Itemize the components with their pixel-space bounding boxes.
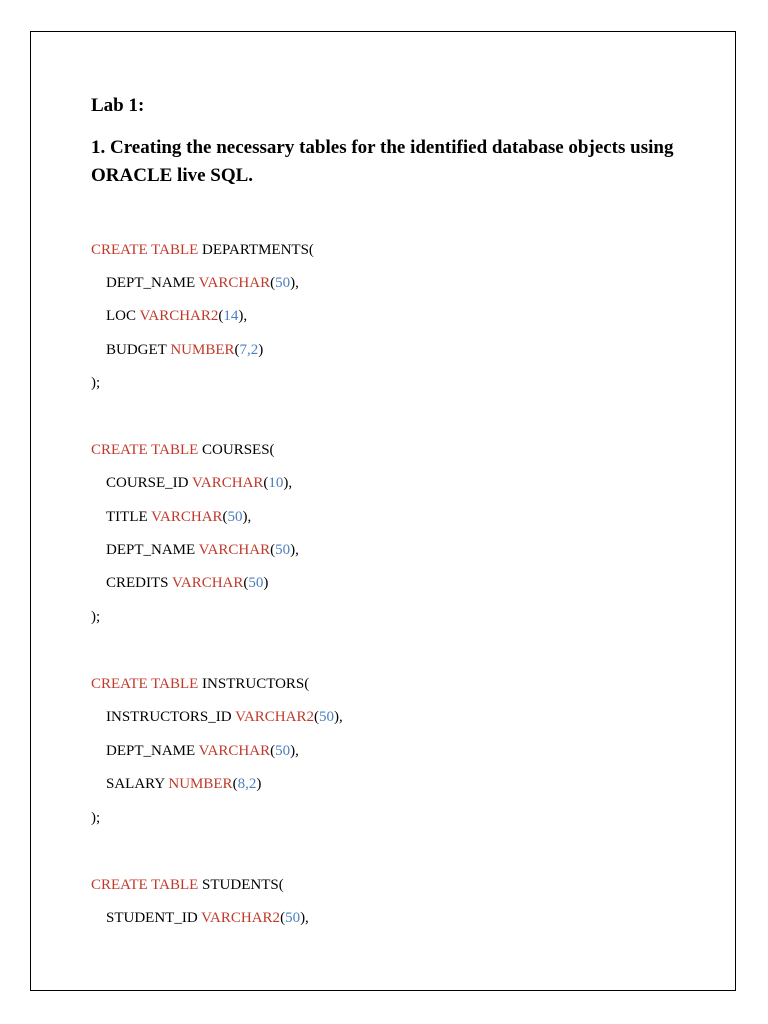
table-end-line: ); bbox=[91, 375, 101, 391]
type-arg: 50 bbox=[275, 275, 291, 291]
column-type: VARCHAR2 bbox=[139, 308, 219, 324]
column-type: VARCHAR bbox=[198, 743, 271, 759]
open-paren: ( bbox=[270, 743, 276, 759]
column-type: NUMBER bbox=[170, 342, 235, 358]
open-paren: ( bbox=[243, 575, 249, 591]
type-arg: 2 bbox=[248, 776, 257, 792]
close-paren: ), bbox=[283, 475, 293, 491]
section-heading: 1. Creating the necessary tables for the identified database objects using ORACLE live SQL. bbox=[91, 137, 674, 186]
column-name: STUDENT_ID bbox=[106, 910, 202, 926]
column-name: LOC bbox=[106, 308, 140, 324]
column-name: INSTRUCTORS_ID bbox=[106, 709, 236, 725]
arg-separator: , bbox=[245, 776, 249, 792]
column-line bbox=[106, 507, 251, 527]
column-name: SALARY bbox=[106, 776, 169, 792]
column-line bbox=[106, 774, 261, 794]
column-name: DEPT_NAME bbox=[106, 743, 199, 759]
column-type: VARCHAR bbox=[198, 542, 271, 558]
open-paren: ( bbox=[280, 910, 286, 926]
open-paren: ( bbox=[313, 709, 319, 725]
type-arg: 8 bbox=[237, 776, 246, 792]
type-arg: 50 bbox=[227, 509, 243, 525]
column-line bbox=[106, 741, 299, 761]
create-table-keyword: CREATE TABLE bbox=[91, 242, 199, 258]
close-paren: ), bbox=[333, 709, 343, 725]
column-name: COURSE_ID bbox=[106, 475, 192, 491]
type-arg: 50 bbox=[248, 575, 264, 591]
column-type: VARCHAR2 bbox=[235, 709, 314, 725]
column-line bbox=[106, 273, 299, 293]
create-table-line bbox=[91, 674, 309, 694]
create-table-line bbox=[91, 440, 275, 460]
close-paren: ) bbox=[258, 342, 264, 358]
open-paren: ( bbox=[222, 509, 228, 525]
column-type: VARCHAR bbox=[192, 475, 264, 491]
column-line bbox=[106, 908, 309, 928]
type-arg: 50 bbox=[275, 542, 291, 558]
close-paren: ) bbox=[256, 776, 262, 792]
column-name: DEPT_NAME bbox=[106, 542, 199, 558]
table-end-line: ); bbox=[91, 609, 101, 625]
column-name: BUDGET bbox=[106, 342, 171, 358]
column-line bbox=[106, 473, 292, 493]
document-page bbox=[30, 31, 736, 991]
close-paren: ), bbox=[242, 509, 252, 525]
close-paren: ), bbox=[290, 542, 299, 558]
column-name: CREDITS bbox=[106, 575, 172, 591]
open-paren: ( bbox=[270, 542, 276, 558]
table-name: INSTRUCTORS( bbox=[198, 676, 310, 692]
create-table-line bbox=[91, 240, 314, 260]
open-paren: ( bbox=[232, 776, 238, 792]
column-type: NUMBER bbox=[168, 776, 233, 792]
open-paren: ( bbox=[218, 308, 224, 324]
table-end-line: ); bbox=[91, 810, 101, 826]
create-table-keyword: CREATE TABLE bbox=[91, 877, 199, 893]
type-arg: 50 bbox=[275, 743, 291, 759]
type-arg: 2 bbox=[250, 342, 259, 358]
type-arg: 50 bbox=[285, 910, 301, 926]
close-paren: ) bbox=[263, 575, 269, 591]
create-table-line bbox=[91, 875, 284, 895]
table-name: COURSES( bbox=[198, 442, 275, 458]
type-arg: 50 bbox=[318, 709, 334, 725]
open-paren: ( bbox=[234, 342, 240, 358]
column-line bbox=[106, 540, 299, 560]
open-paren: ( bbox=[270, 275, 276, 291]
arg-separator: , bbox=[247, 342, 251, 358]
type-arg: 14 bbox=[223, 308, 239, 324]
close-paren: ), bbox=[300, 910, 309, 926]
column-type: VARCHAR bbox=[151, 509, 223, 525]
column-type: VARCHAR bbox=[198, 275, 271, 291]
close-paren: ), bbox=[290, 743, 299, 759]
column-line bbox=[106, 306, 247, 326]
column-line bbox=[106, 573, 268, 593]
column-line bbox=[106, 707, 343, 727]
create-table-keyword: CREATE TABLE bbox=[91, 676, 199, 692]
column-type: VARCHAR2 bbox=[201, 910, 281, 926]
table-name: STUDENTS( bbox=[198, 877, 284, 893]
column-name: TITLE bbox=[106, 509, 152, 525]
table-name: DEPARTMENTS( bbox=[198, 242, 314, 258]
close-paren: ), bbox=[238, 308, 248, 324]
close-paren: ), bbox=[290, 275, 299, 291]
create-table-keyword: CREATE TABLE bbox=[91, 442, 199, 458]
column-line bbox=[106, 340, 263, 360]
type-arg: 7 bbox=[239, 342, 247, 358]
type-arg: 10 bbox=[268, 475, 284, 491]
open-paren: ( bbox=[263, 475, 269, 491]
column-type: VARCHAR bbox=[171, 575, 244, 591]
lab-title: Lab 1: bbox=[91, 95, 145, 116]
column-name: DEPT_NAME bbox=[106, 275, 199, 291]
